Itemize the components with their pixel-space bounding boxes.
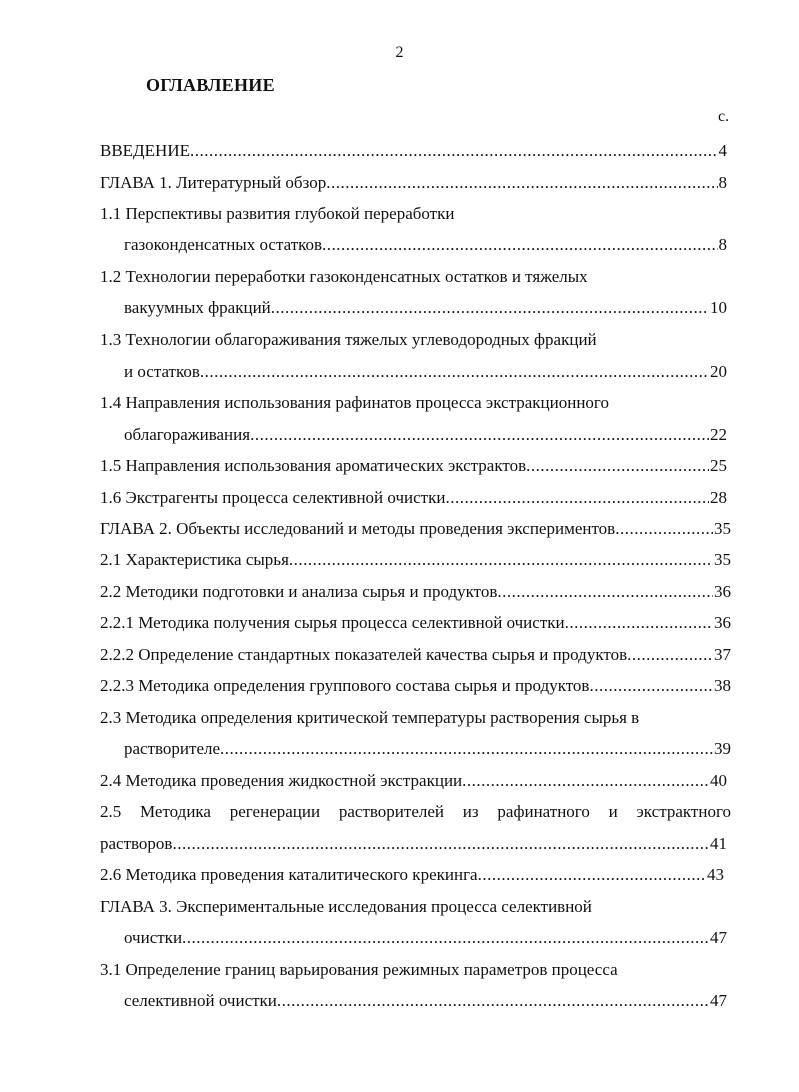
page-number: 2: [395, 44, 404, 61]
toc-entry-page: 43: [707, 865, 724, 884]
word: 2.5: [100, 802, 122, 821]
toc-entry-page: 36: [714, 582, 731, 601]
leader-dots: [497, 581, 713, 603]
leader-dots: [220, 738, 713, 760]
toc-entry-introduction: [100, 140, 727, 162]
toc-entry-2-2-3: [100, 675, 731, 697]
toc-entry-text: 2.1 Характеристика сырья: [100, 550, 289, 569]
toc-entry-text: 2.2.1 Методика получения сырья процесса селективной очистки: [100, 613, 565, 632]
toc-entry-page: 47: [710, 928, 727, 947]
toc-entry-text: газоконденсатных остатков: [124, 235, 323, 254]
toc-title: ОГЛАВЛЕНИЕ: [146, 75, 275, 95]
leader-dots: [190, 140, 718, 162]
toc-entry-page: 39: [714, 739, 731, 758]
toc-entry-chapter-3-line1: ГЛАВА 3. Экспериментальные исследования процесса селективной: [100, 897, 592, 916]
toc-entry-1-1: [124, 234, 727, 256]
toc-entry-text: ГЛАВА 2. Объекты исследований и методы проведения экспериментов: [100, 519, 616, 538]
toc-entry-1-5: [100, 455, 727, 477]
toc-entry-1-1-line1: 1.1 Перспективы развития глубокой переработки: [100, 204, 455, 223]
leader-dots: [322, 234, 717, 256]
toc-entry-page: 36: [714, 613, 731, 632]
toc-entry-2-2-1: [100, 612, 731, 634]
leader-dots: [182, 927, 709, 949]
leader-dots: [326, 172, 717, 194]
leader-dots: [565, 612, 713, 634]
leader-dots: [462, 770, 709, 792]
toc-entry-1-4-line1: 1.4 Направления использования рафинатов процесса экстракционного: [100, 393, 609, 412]
toc-entry-text: селективной очистки: [124, 991, 277, 1010]
toc-entry-text: 2.2 Методики подготовки и анализа сырья и продуктов: [100, 582, 498, 601]
toc-entry-2-4: [100, 770, 727, 792]
toc-entry-2-2: [100, 581, 731, 603]
word: регенерации: [229, 802, 321, 821]
toc-entry-text: растворителе: [124, 739, 221, 758]
leader-dots: [478, 864, 706, 886]
toc-entry-1-6: [100, 487, 727, 509]
leader-dots: [200, 361, 709, 383]
leader-dots: [271, 297, 709, 319]
leader-dots: [277, 990, 709, 1012]
leader-dots: [589, 675, 713, 697]
toc-entry-3-1: [124, 990, 727, 1012]
toc-entry-page: 41: [710, 834, 727, 853]
leader-dots: [445, 487, 709, 509]
toc-entry-1-4: [124, 424, 727, 446]
toc-entry-2-2-2: [100, 644, 731, 666]
toc-entry-1-2: [124, 297, 727, 319]
leader-dots: [526, 455, 709, 477]
toc-entry-2-6: [100, 864, 724, 886]
pages-column-label: с.: [718, 108, 730, 125]
toc-entry-text: 2.6 Методика проведения каталитического крекинга: [100, 865, 478, 884]
toc-entry-chapter-2: [100, 518, 731, 540]
toc-entry-page: 8: [718, 173, 727, 192]
word: рафинатного: [497, 802, 590, 821]
toc-entry-text: 2.2.3 Методика определения группового состава сырья и продуктов: [100, 676, 590, 695]
toc-entry-page: 22: [710, 425, 727, 444]
toc-entry-2-5: [100, 833, 727, 855]
toc-entry-1-3: [124, 361, 727, 383]
toc-entry-1-2-line1: 1.2 Технологии переработки газоконденсатных остатков и тяжелых: [100, 267, 588, 286]
word: из: [462, 802, 479, 821]
leader-dots: [172, 833, 709, 855]
toc-entry-text: растворов: [100, 834, 173, 853]
toc-entry-page: 38: [714, 676, 731, 695]
leader-dots: [615, 518, 713, 540]
word: растворителей: [338, 802, 445, 821]
toc-entry-text: вакуумных фракций: [124, 298, 271, 317]
toc-entry-page: 40: [710, 771, 727, 790]
toc-entry-text: ГЛАВА 1. Литературный обзор: [100, 173, 327, 192]
leader-dots: [250, 424, 709, 446]
leader-dots: [289, 549, 713, 571]
word: экстрактного: [636, 802, 731, 821]
toc-entry-text: очистки: [124, 928, 183, 947]
toc-entry-page: 4: [718, 141, 727, 160]
toc-entry-3-1-line1: 3.1 Определение границ варьирования режимных параметров процесса: [100, 960, 618, 979]
toc-entry-page: 8: [718, 235, 727, 254]
toc-entry-text: 2.4 Методика проведения жидкостной экстракции: [100, 771, 463, 790]
toc-entry-2-3-line1: 2.3 Методика определения критической температуры растворения сырья в: [100, 708, 640, 727]
toc-entry-page: 37: [714, 645, 731, 664]
toc-entry-text: 2.2.2 Определение стандартных показателей качества сырья и продуктов: [100, 645, 628, 664]
toc-entry-text: и остатков: [124, 362, 200, 381]
toc-entry-2-3: [124, 738, 731, 760]
toc-entry-text: облагораживания: [124, 425, 251, 444]
word: Методика: [140, 802, 211, 821]
toc-entry-page: 35: [714, 550, 731, 569]
word: и: [608, 802, 618, 821]
toc-entry-page: 47: [710, 991, 727, 1010]
toc-entry-text: 1.6 Экстрагенты процесса селективной очистки: [100, 488, 446, 507]
toc-entry-page: 28: [710, 488, 727, 507]
toc-entry-text: 1.5 Направления использования ароматических экстрактов: [100, 456, 527, 475]
toc-entry-1-3-line1: 1.3 Технологии облагораживания тяжелых углеводородных фракций: [100, 330, 597, 349]
toc-entry-2-1: [100, 549, 731, 571]
leader-dots: [627, 644, 713, 666]
toc-entry-page: 20: [710, 362, 727, 381]
toc-entry-text: ВВЕДЕНИЕ: [100, 141, 190, 160]
toc-entry-chapter-3: [124, 927, 727, 949]
toc-entry-page: 25: [710, 456, 727, 475]
toc-entry-page: 10: [710, 298, 727, 317]
toc-entry-2-5-line1: [100, 801, 731, 823]
toc-entry-chapter-1: [100, 172, 727, 194]
toc-entry-page: 35: [714, 519, 731, 538]
